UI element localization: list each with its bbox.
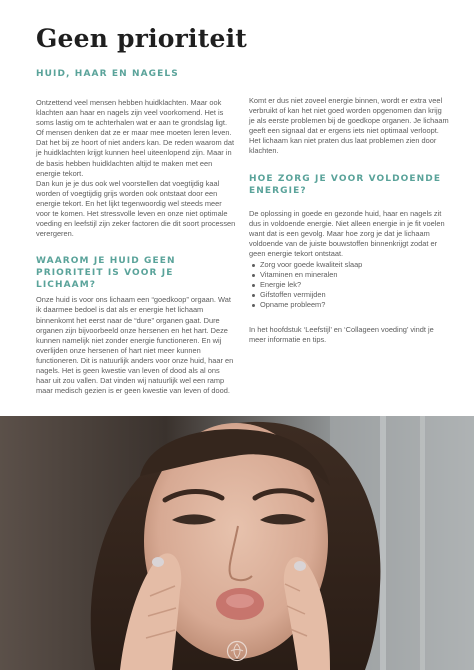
solution-paragraph: De oplossing in goede en gezonde huid, haar en nagels zit dus in voldoende energie. Niet alleen energie in je fit voelen want dat is een gevolg. Maar hoe zorg je dat je lichaam voldoende van de juiste bouwstoffen binnenkrijgt zodat er geen energie tekort ontstaat. xyxy=(249,208,445,258)
section-heading-why-no-priority: WAAROM JE HUID GEEN PRIORITEIT IS VOOR JE LICHAAM? xyxy=(36,256,176,291)
why-paragraph: Onze huid is voor ons lichaam een “goedkoop” orgaan. Wat ik daarmee bedoel is dat als er energie het lichaam binnenkomt het eerst naar de “dure” organen gaat. Dure organen zijn bijvoorbeeld onze hersenen en het hart. Deze kunnen namelijk niet zonder energie functioneren. En wij overlijden onze hersenen of hart niet meer kunnen functioneren. Dit is natuurlijk anders voor onze huid, haar en nagels. Het is geen kwestie van leven of dood als al ons haar uit zou vallen. Dat vinden wij natuurlijk wel een ramp maar medisch gezien is er geen kwestie van leven of dood. xyxy=(36,295,234,396)
list-item: Energie lek? xyxy=(260,280,449,290)
intro-paragraph: Ontzettend veel mensen hebben huidklachten. Maar ook klachten aan haar en nagels zijn veel voorkomend. Het is soms lastig om te achterhalen wat er aan te grondslag ligt. Of mensen denken dat ze er maar mee moeten leren leven. Dat het bij ze hoort of niet anders kan. De reden waarom dat je huidklachten krijgt kunnen heel uiteenlopend zijn. Maar in de basis hebben huidklachten altijd te maken met een energie tekort. xyxy=(36,98,235,178)
continued-paragraph: Komt er dus niet zoveel energie binnen, wordt er extra veel verbruikt of kan het niet goed worden opgenomen dan krijg je als eerste problemen bij de goedkope organen. Je lichaam geeft een signaal dat er ergens iets niet optimaal verloopt. Het lichaam kan niet praten dus laat problemen zien door klachten. xyxy=(249,96,449,156)
woman-portrait-photo xyxy=(0,416,474,670)
section-heading-enough-energy: HOE ZORG JE VOOR VOLDOENDE ENERGIE? xyxy=(249,173,442,196)
intro-paragraph-2: Dan kun je je dus ook wel voorstellen dat voegtijdig kaal worden of voegtijdig grijs worden ook ontstaat door een energie tekort. En het lijkt tegenwoordig wel steeds meer voor te komen. Het stressvolle leven en onze niet optimale voeding en leefstijl zijn zeker factoren die dit soort processen verergeren. xyxy=(36,178,236,239)
list-item: Vitaminen en mineralen xyxy=(260,270,449,280)
section-heading-skin-hair-nails: HUID, HAAR EN NAGELS xyxy=(36,69,179,79)
left-column xyxy=(36,68,236,396)
page-title: Geen prioriteit xyxy=(36,24,248,53)
list-item: Zorg voor goede kwaliteit slaap xyxy=(260,260,449,270)
circle-emblem-icon xyxy=(226,640,248,662)
right-column xyxy=(249,96,449,345)
list-item: Gifstoffen vermijden xyxy=(260,290,449,300)
list-item: Opname probleem? xyxy=(260,300,449,310)
tips-list xyxy=(249,260,449,310)
chapter-reference-paragraph: In het hoofdstuk ‘Leefstijl’ en ‘Collageen voeding’ vindt je meer informatie en tips. xyxy=(249,324,434,344)
